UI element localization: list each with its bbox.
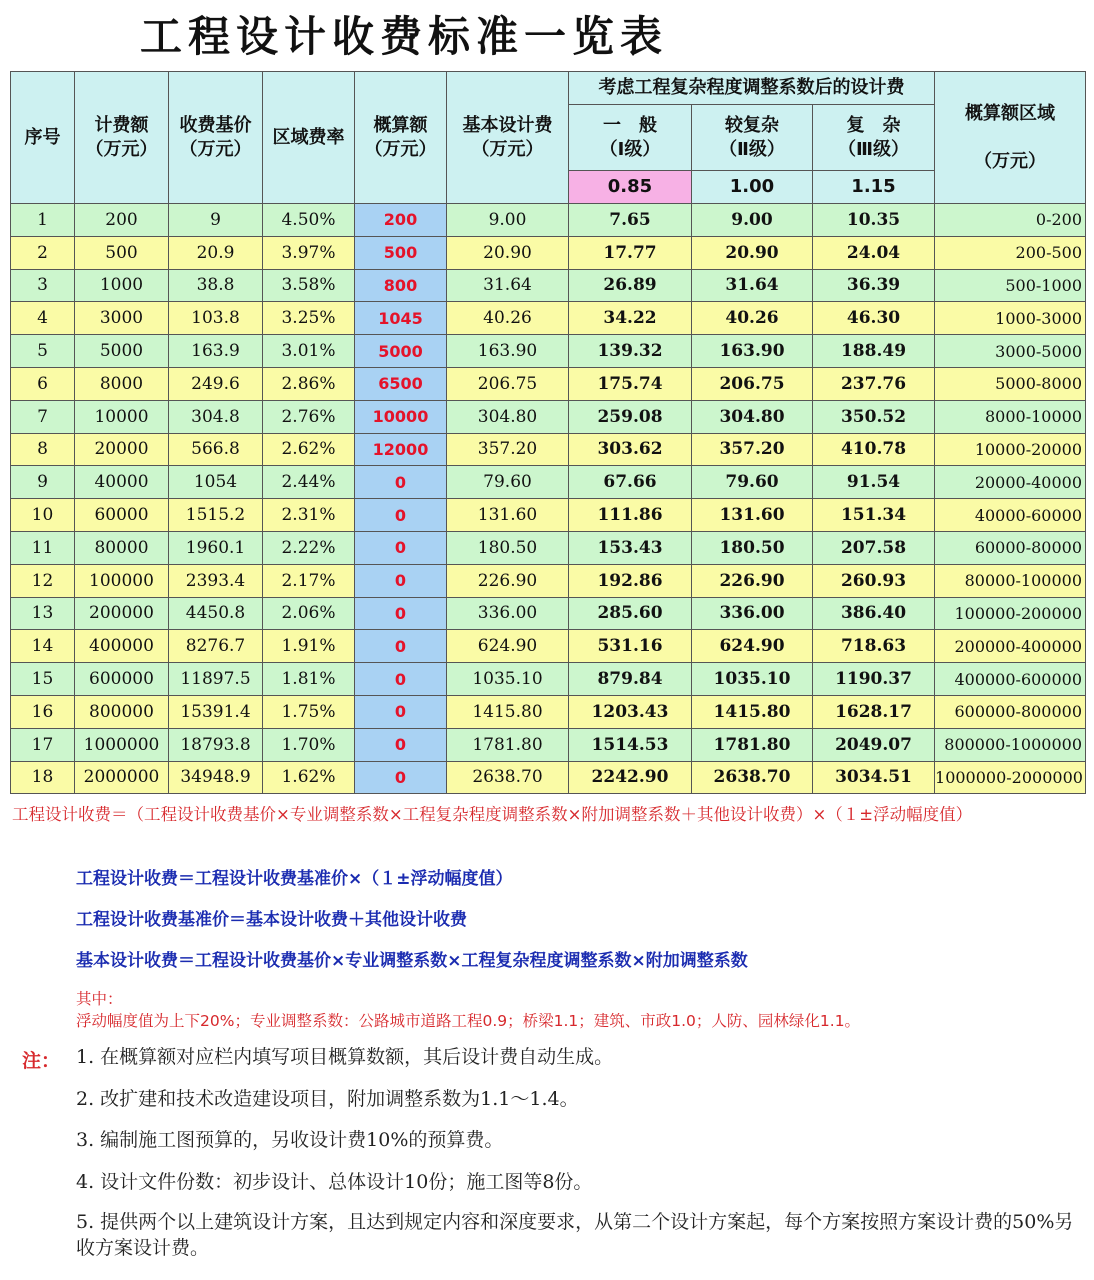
page-title: 工程设计收费标准一览表 <box>140 12 669 61</box>
cell-base-price: 103.8 <box>169 302 263 335</box>
cell-basic-fee: 180.50 <box>447 531 569 564</box>
formula-design-fee: 工程设计收费＝工程设计收费基准价×（１±浮动幅度值） <box>76 869 513 889</box>
table-row <box>11 204 1086 237</box>
cell-seq: 12 <box>11 564 75 597</box>
cell-estimate[interactable]: 0 <box>355 728 447 761</box>
header-base-price: 收费基价 （万元） <box>169 72 263 204</box>
cell-estimate[interactable]: 200 <box>355 204 447 237</box>
cell-estimate[interactable]: 500 <box>355 236 447 269</box>
cell-seq: 3 <box>11 269 75 302</box>
cell-seq: 17 <box>11 728 75 761</box>
cell-zone-rate: 1.75% <box>263 695 355 728</box>
cell-estimate-range: 1000000-2000000 <box>935 761 1086 794</box>
cell-seq: 18 <box>11 761 75 794</box>
table-row <box>11 236 1086 269</box>
cell-estimate-range: 40000-60000 <box>935 499 1086 532</box>
cell-zone-rate: 3.58% <box>263 269 355 302</box>
cell-seq: 15 <box>11 663 75 696</box>
cell-level-1-fee: 879.84 <box>569 663 692 696</box>
cell-estimate[interactable]: 10000 <box>355 400 447 433</box>
cell-basic-fee: 20.90 <box>447 236 569 269</box>
cell-level-1-fee: 7.65 <box>569 204 692 237</box>
note-red-coefficients: 浮动幅度值为上下20%；专业调整系数：公路城市道路工程0.9；桥梁1.1；建筑、市政1.0；人防、园林绿化1.1。 <box>76 1012 861 1030</box>
cell-estimate[interactable]: 0 <box>355 466 447 499</box>
formula-full: 工程设计收费＝（工程设计收费基价×专业调整系数×工程复杂程度调整系数×附加调整系数＋其他设计收费）×（１±浮动幅度值） <box>12 805 973 824</box>
cell-level-1-fee: 259.08 <box>569 400 692 433</box>
cell-level-3-fee: 188.49 <box>813 335 935 368</box>
cell-seq: 13 <box>11 597 75 630</box>
table-row <box>11 564 1086 597</box>
cell-level-1-fee: 17.77 <box>569 236 692 269</box>
cell-estimate[interactable]: 0 <box>355 597 447 630</box>
cell-fee-amount: 500 <box>75 236 169 269</box>
header-estimate: 概算额 （万元） <box>355 72 447 204</box>
note-item-3: 3. 编制施工图预算的，另收设计费10%的预算费。 <box>76 1129 504 1151</box>
cell-level-2-fee: 206.75 <box>692 367 813 400</box>
header-adjusted-fee-group: 考虑工程复杂程度调整系数后的设计费 <box>569 72 935 105</box>
table-row <box>11 728 1086 761</box>
cell-basic-fee: 1415.80 <box>447 695 569 728</box>
cell-fee-amount: 200 <box>75 204 169 237</box>
cell-level-3-fee: 207.58 <box>813 531 935 564</box>
cell-zone-rate: 2.31% <box>263 499 355 532</box>
cell-basic-fee: 206.75 <box>447 367 569 400</box>
cell-seq: 9 <box>11 466 75 499</box>
cell-basic-fee: 40.26 <box>447 302 569 335</box>
table-row <box>11 531 1086 564</box>
cell-level-2-fee: 624.90 <box>692 630 813 663</box>
cell-level-3-fee: 3034.51 <box>813 761 935 794</box>
cell-level-3-fee: 410.78 <box>813 433 935 466</box>
table-row <box>11 761 1086 794</box>
cell-level-2-fee: 1781.80 <box>692 728 813 761</box>
cell-zone-rate: 4.50% <box>263 204 355 237</box>
cell-level-2-fee: 336.00 <box>692 597 813 630</box>
coef-level-1: 0.85 <box>569 171 692 204</box>
cell-estimate-range: 8000-10000 <box>935 400 1086 433</box>
cell-estimate[interactable]: 5000 <box>355 335 447 368</box>
cell-level-3-fee: 36.39 <box>813 269 935 302</box>
cell-base-price: 1054 <box>169 466 263 499</box>
cell-estimate-range: 200000-400000 <box>935 630 1086 663</box>
header-zone-rate: 区域费率 <box>263 72 355 204</box>
cell-fee-amount: 40000 <box>75 466 169 499</box>
cell-zone-rate: 2.44% <box>263 466 355 499</box>
cell-fee-amount: 400000 <box>75 630 169 663</box>
cell-level-3-fee: 91.54 <box>813 466 935 499</box>
header-estimate-range: 概算额区域 （万元） <box>935 72 1086 204</box>
cell-seq: 16 <box>11 695 75 728</box>
cell-estimate-range: 3000-5000 <box>935 335 1086 368</box>
cell-fee-amount: 100000 <box>75 564 169 597</box>
fee-standard-table <box>10 71 1086 794</box>
cell-zone-rate: 2.17% <box>263 564 355 597</box>
table-row <box>11 433 1086 466</box>
cell-level-2-fee: 226.90 <box>692 564 813 597</box>
cell-fee-amount: 80000 <box>75 531 169 564</box>
note-item-2: 2. 改扩建和技术改造建设项目，附加调整系数为1.1～1.4。 <box>76 1088 579 1110</box>
cell-base-price: 1515.2 <box>169 499 263 532</box>
cell-basic-fee: 2638.70 <box>447 761 569 794</box>
cell-basic-fee: 131.60 <box>447 499 569 532</box>
cell-base-price: 20.9 <box>169 236 263 269</box>
cell-basic-fee: 9.00 <box>447 204 569 237</box>
cell-level-1-fee: 1514.53 <box>569 728 692 761</box>
cell-base-price: 34948.9 <box>169 761 263 794</box>
cell-zone-rate: 2.62% <box>263 433 355 466</box>
cell-level-1-fee: 303.62 <box>569 433 692 466</box>
cell-level-1-fee: 67.66 <box>569 466 692 499</box>
cell-level-1-fee: 139.32 <box>569 335 692 368</box>
header-level-complex: 较复杂 （Ⅱ级） <box>692 105 813 171</box>
cell-fee-amount: 5000 <box>75 335 169 368</box>
cell-fee-amount: 10000 <box>75 400 169 433</box>
coef-level-3: 1.15 <box>813 171 935 204</box>
cell-estimate-range: 5000-8000 <box>935 367 1086 400</box>
cell-zone-rate: 3.01% <box>263 335 355 368</box>
table-row <box>11 466 1086 499</box>
cell-estimate[interactable]: 0 <box>355 663 447 696</box>
cell-zone-rate: 2.06% <box>263 597 355 630</box>
cell-base-price: 304.8 <box>169 400 263 433</box>
cell-level-3-fee: 24.04 <box>813 236 935 269</box>
cell-estimate-range: 1000-3000 <box>935 302 1086 335</box>
cell-level-1-fee: 153.43 <box>569 531 692 564</box>
cell-level-1-fee: 1203.43 <box>569 695 692 728</box>
cell-estimate-range: 800000-1000000 <box>935 728 1086 761</box>
table-row <box>11 367 1086 400</box>
cell-seq: 5 <box>11 335 75 368</box>
cell-estimate[interactable]: 0 <box>355 499 447 532</box>
cell-base-price: 15391.4 <box>169 695 263 728</box>
cell-estimate[interactable]: 0 <box>355 695 447 728</box>
cell-basic-fee: 336.00 <box>447 597 569 630</box>
table-row <box>11 499 1086 532</box>
cell-base-price: 2393.4 <box>169 564 263 597</box>
cell-level-1-fee: 111.86 <box>569 499 692 532</box>
cell-level-3-fee: 46.30 <box>813 302 935 335</box>
header-seq: 序号 <box>11 72 75 204</box>
cell-level-2-fee: 1415.80 <box>692 695 813 728</box>
cell-estimate[interactable]: 1045 <box>355 302 447 335</box>
note-red-label: 其中： <box>76 990 123 1008</box>
cell-level-2-fee: 20.90 <box>692 236 813 269</box>
cell-level-3-fee: 718.63 <box>813 630 935 663</box>
cell-seq: 8 <box>11 433 75 466</box>
cell-zone-rate: 3.97% <box>263 236 355 269</box>
cell-fee-amount: 1000 <box>75 269 169 302</box>
cell-basic-fee: 1035.10 <box>447 663 569 696</box>
cell-fee-amount: 800000 <box>75 695 169 728</box>
cell-estimate[interactable]: 6500 <box>355 367 447 400</box>
cell-basic-fee: 624.90 <box>447 630 569 663</box>
table-row <box>11 663 1086 696</box>
cell-zone-rate: 2.22% <box>263 531 355 564</box>
cell-seq: 14 <box>11 630 75 663</box>
cell-base-price: 18793.8 <box>169 728 263 761</box>
cell-level-1-fee: 26.89 <box>569 269 692 302</box>
cell-fee-amount: 60000 <box>75 499 169 532</box>
cell-estimate-range: 60000-80000 <box>935 531 1086 564</box>
cell-fee-amount: 8000 <box>75 367 169 400</box>
cell-level-3-fee: 1628.17 <box>813 695 935 728</box>
note-item-1: 1. 在概算额对应栏内填写项目概算数额，其后设计费自动生成。 <box>76 1046 614 1068</box>
cell-level-2-fee: 31.64 <box>692 269 813 302</box>
cell-fee-amount: 1000000 <box>75 728 169 761</box>
cell-level-3-fee: 386.40 <box>813 597 935 630</box>
cell-fee-amount: 200000 <box>75 597 169 630</box>
cell-estimate[interactable]: 0 <box>355 531 447 564</box>
cell-level-2-fee: 79.60 <box>692 466 813 499</box>
cell-level-2-fee: 304.80 <box>692 400 813 433</box>
cell-zone-rate: 1.81% <box>263 663 355 696</box>
cell-level-1-fee: 175.74 <box>569 367 692 400</box>
cell-seq: 11 <box>11 531 75 564</box>
cell-level-2-fee: 40.26 <box>692 302 813 335</box>
cell-level-2-fee: 163.90 <box>692 335 813 368</box>
cell-base-price: 9 <box>169 204 263 237</box>
cell-basic-fee: 357.20 <box>447 433 569 466</box>
cell-level-2-fee: 131.60 <box>692 499 813 532</box>
cell-seq: 7 <box>11 400 75 433</box>
cell-level-2-fee: 180.50 <box>692 531 813 564</box>
cell-level-3-fee: 2049.07 <box>813 728 935 761</box>
cell-estimate-range: 80000-100000 <box>935 564 1086 597</box>
cell-zone-rate: 1.91% <box>263 630 355 663</box>
cell-base-price: 11897.5 <box>169 663 263 696</box>
header-fee-amount: 计费额 （万元） <box>75 72 169 204</box>
cell-seq: 4 <box>11 302 75 335</box>
cell-basic-fee: 163.90 <box>447 335 569 368</box>
cell-seq: 6 <box>11 367 75 400</box>
cell-estimate-range: 500-1000 <box>935 269 1086 302</box>
table-row <box>11 695 1086 728</box>
cell-base-price: 1960.1 <box>169 531 263 564</box>
cell-level-1-fee: 531.16 <box>569 630 692 663</box>
cell-level-3-fee: 260.93 <box>813 564 935 597</box>
cell-estimate-range: 400000-600000 <box>935 663 1086 696</box>
cell-estimate-range: 20000-40000 <box>935 466 1086 499</box>
cell-level-3-fee: 151.34 <box>813 499 935 532</box>
cell-estimate-range: 10000-20000 <box>935 433 1086 466</box>
cell-zone-rate: 1.70% <box>263 728 355 761</box>
cell-base-price: 38.8 <box>169 269 263 302</box>
cell-level-3-fee: 237.76 <box>813 367 935 400</box>
cell-base-price: 566.8 <box>169 433 263 466</box>
cell-level-3-fee: 350.52 <box>813 400 935 433</box>
cell-fee-amount: 600000 <box>75 663 169 696</box>
cell-level-2-fee: 9.00 <box>692 204 813 237</box>
cell-estimate[interactable]: 0 <box>355 761 447 794</box>
cell-basic-fee: 304.80 <box>447 400 569 433</box>
coef-level-2: 1.00 <box>692 171 813 204</box>
cell-base-price: 163.9 <box>169 335 263 368</box>
cell-seq: 2 <box>11 236 75 269</box>
cell-level-1-fee: 285.60 <box>569 597 692 630</box>
cell-estimate[interactable]: 12000 <box>355 433 447 466</box>
table-row <box>11 597 1086 630</box>
cell-basic-fee: 79.60 <box>447 466 569 499</box>
cell-estimate-range: 600000-800000 <box>935 695 1086 728</box>
table-row <box>11 630 1086 663</box>
notes-label: 注： <box>22 1050 61 1072</box>
cell-base-price: 8276.7 <box>169 630 263 663</box>
table-row <box>11 335 1086 368</box>
header-level-general: 一 般 （Ⅰ级） <box>569 105 692 171</box>
cell-estimate[interactable]: 800 <box>355 269 447 302</box>
table-row <box>11 302 1086 335</box>
table-row <box>11 400 1086 433</box>
cell-basic-fee: 226.90 <box>447 564 569 597</box>
cell-level-2-fee: 1035.10 <box>692 663 813 696</box>
table-row <box>11 269 1086 302</box>
cell-base-price: 249.6 <box>169 367 263 400</box>
cell-zone-rate: 3.25% <box>263 302 355 335</box>
cell-fee-amount: 20000 <box>75 433 169 466</box>
cell-level-1-fee: 2242.90 <box>569 761 692 794</box>
cell-zone-rate: 2.76% <box>263 400 355 433</box>
cell-level-3-fee: 1190.37 <box>813 663 935 696</box>
cell-zone-rate: 1.62% <box>263 761 355 794</box>
cell-zone-rate: 2.86% <box>263 367 355 400</box>
cell-level-3-fee: 10.35 <box>813 204 935 237</box>
note-item-4: 4. 设计文件份数：初步设计、总体设计10份；施工图等8份。 <box>76 1171 593 1193</box>
cell-seq: 10 <box>11 499 75 532</box>
cell-estimate-range: 100000-200000 <box>935 597 1086 630</box>
cell-estimate-range: 200-500 <box>935 236 1086 269</box>
cell-fee-amount: 3000 <box>75 302 169 335</box>
cell-basic-fee: 31.64 <box>447 269 569 302</box>
formula-benchmark-price: 工程设计收费基准价＝基本设计收费＋其他设计收费 <box>76 910 467 930</box>
formula-basic-fee: 基本设计收费＝工程设计收费基价×专业调整系数×工程复杂程度调整系数×附加调整系数 <box>76 951 748 971</box>
cell-fee-amount: 2000000 <box>75 761 169 794</box>
cell-level-1-fee: 34.22 <box>569 302 692 335</box>
cell-estimate-range: 0-200 <box>935 204 1086 237</box>
cell-level-1-fee: 192.86 <box>569 564 692 597</box>
cell-base-price: 4450.8 <box>169 597 263 630</box>
cell-estimate[interactable]: 0 <box>355 630 447 663</box>
cell-basic-fee: 1781.80 <box>447 728 569 761</box>
cell-level-2-fee: 2638.70 <box>692 761 813 794</box>
cell-level-2-fee: 357.20 <box>692 433 813 466</box>
cell-seq: 1 <box>11 204 75 237</box>
note-item-5: 5. 提供两个以上建筑设计方案，且达到规定内容和深度要求，从第二个设计方案起，每个方案按照方案设计费的50%另收方案设计费。 <box>76 1211 1074 1259</box>
cell-estimate[interactable]: 0 <box>355 564 447 597</box>
header-level-very-complex: 复 杂 （Ⅲ级） <box>813 105 935 171</box>
header-basic-fee: 基本设计费 （万元） <box>447 72 569 204</box>
